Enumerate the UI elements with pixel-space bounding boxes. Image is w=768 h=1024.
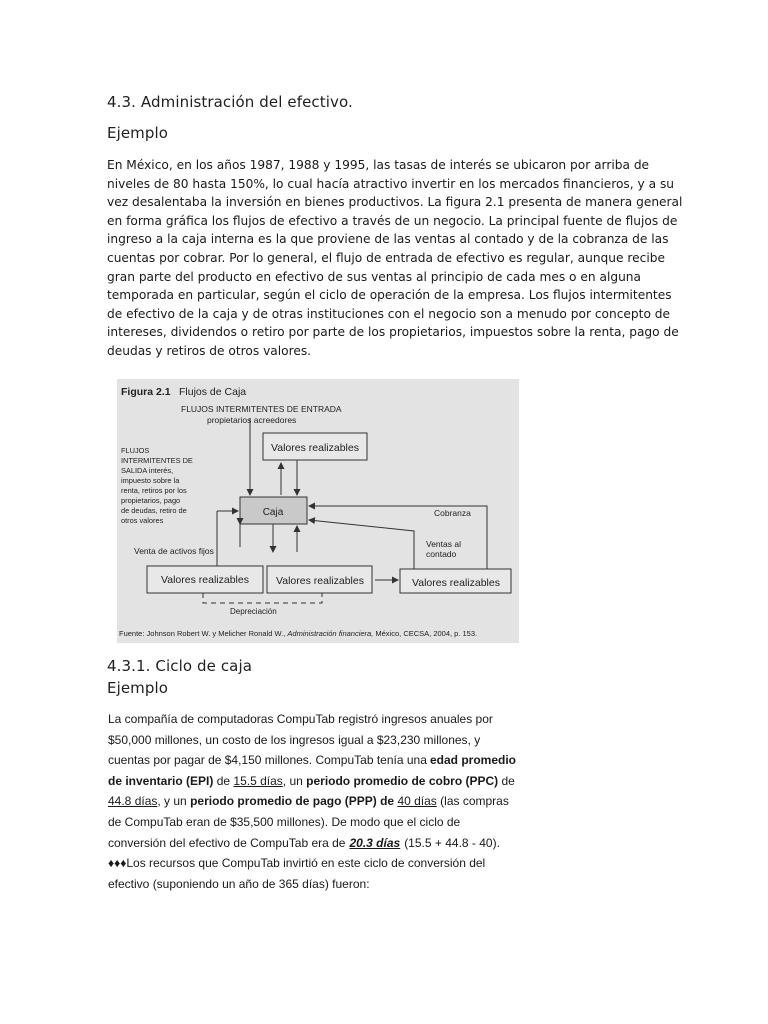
section-title: 4.3. Administración del efectivo. bbox=[107, 93, 353, 111]
paragraph-line: vez desalentaba la inversión en bienes productivos. La figura 2.1 presenta de manera general bbox=[107, 195, 683, 210]
figure-label: Figura 2.1 bbox=[121, 386, 171, 398]
text-line: $50,000 millones, un costo de los ingresos igual a $23,230 millones, y bbox=[108, 732, 481, 747]
intro-paragraph bbox=[107, 156, 683, 361]
bottom-left-securities-label: Valores realizables bbox=[161, 574, 249, 586]
svg-text:SALIDA interés,: SALIDA interés, bbox=[121, 466, 174, 475]
paragraph-line: en forma gráfica los flujos de efectivo a través de un negocio. La principal fuente de flujos de bbox=[107, 213, 678, 228]
outflow-note bbox=[121, 446, 193, 525]
cash-label: Caja bbox=[262, 507, 284, 518]
cash-sales-label-2: contado bbox=[426, 549, 457, 559]
paragraph-line: cuentas por cobrar. Por lo general, el flujo de entrada de efectivo es regular, aunque recibe bbox=[107, 250, 665, 265]
example-label: Ejemplo bbox=[107, 124, 169, 142]
text-line: La compañía de computadoras CompuTab registró ingresos anuales por bbox=[108, 712, 493, 726]
svg-text:INTERMITENTES DE: INTERMITENTES DE bbox=[121, 456, 193, 465]
svg-text:FLUJOS: FLUJOS bbox=[121, 446, 150, 455]
figure-title: Flujos de Caja bbox=[179, 386, 247, 398]
paragraph-line: gran parte del producto en efectivo de sus ventas al principio de cada mes o en alguna bbox=[107, 269, 641, 284]
text-line: de CompuTab eran de $35,500 millones). De modo que el ciclo de bbox=[108, 814, 461, 829]
text-line: efectivo (suponiendo un año de 365 días) fueron: bbox=[108, 876, 370, 891]
svg-text:otros valores: otros valores bbox=[121, 516, 164, 525]
top-securities-label: Valores realizables bbox=[271, 442, 359, 454]
text-line: 44.8 días, y un periodo promedio de pago (PPP) de 40 días (las compras bbox=[108, 794, 509, 809]
paragraph-line: deudas y retiros de otros valores. bbox=[107, 343, 312, 358]
depreciation-label: Depreciación bbox=[230, 607, 277, 616]
subsection-example-label: Ejemplo bbox=[107, 679, 169, 697]
asset-sale-label: Venta de activos fijos bbox=[134, 546, 214, 556]
collections-label: Cobranza bbox=[434, 508, 471, 518]
cash-sales-label-1: Ventas al bbox=[426, 539, 461, 549]
text-line: cuentas por pagar de $4,150 millones. CompuTab tenía una edad promedio bbox=[108, 753, 516, 768]
bottom-middle-securities-label: Valores realizables bbox=[276, 575, 364, 587]
paragraph-line: de efectivo de la caja y de otras instituciones con el negocio son a menudo por concepto de bbox=[107, 306, 671, 321]
cash-flow-figure bbox=[117, 379, 519, 643]
text-line: conversión del efectivo de CompuTab era de 20.3 días (15.5 + 44.8 - 40). bbox=[108, 835, 500, 850]
computab-example bbox=[108, 709, 516, 894]
paragraph-line: En México, en los años 1987, 1988 y 1995, las tasas de interés se ubicaron por arriba de bbox=[107, 158, 650, 172]
figure-source: Fuente: Johnson Robert W. y Melicher Ronald W., Administración financiera, México, CECSA, 2004, p. 153. bbox=[119, 629, 478, 638]
text-line: ♦♦♦Los recursos que CompuTab invirtió en este ciclo de conversión del bbox=[108, 856, 486, 871]
text-line: de inventario (EPI) de 15.5 días, un periodo promedio de cobro (PPC) de bbox=[108, 773, 515, 788]
svg-text:impuesto sobre la: impuesto sobre la bbox=[121, 476, 180, 485]
subsection-title: 4.3.1. Ciclo de caja bbox=[107, 657, 253, 675]
paragraph-line: intereses, dividendos o retiro por parte de los propietarios, impuestos sobre la renta, pago de bbox=[107, 325, 679, 340]
svg-text:de deudas, retiro de: de deudas, retiro de bbox=[121, 506, 187, 515]
inflow-header: FLUJOS INTERMITENTES DE ENTRADA bbox=[181, 404, 342, 414]
paragraph-line: temporada en particular, según el ciclo de operación de la empresa. Los flujos intermitentes bbox=[107, 288, 672, 303]
paragraph-line: ingreso a la caja interna es la que proviene de las ventas al contado y de la cobranza de las bbox=[107, 232, 669, 247]
svg-text:renta, retiros por los: renta, retiros por los bbox=[121, 486, 187, 495]
inflow-sources: propietarios acreedores bbox=[207, 415, 297, 425]
bottom-right-securities-label: Valores realizables bbox=[412, 577, 500, 589]
svg-text:propietarios, pago: propietarios, pago bbox=[121, 496, 181, 505]
paragraph-line: niveles de 80 hasta 150%, lo cual hacía atractivo invertir en los mercados financieros, y a su bbox=[107, 176, 675, 191]
